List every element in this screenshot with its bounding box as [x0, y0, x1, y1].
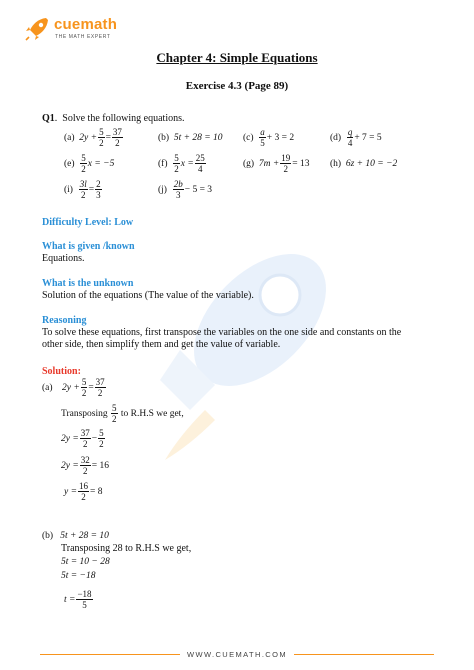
question-text: Solve the following equations.: [62, 113, 185, 124]
footer-url[interactable]: WWW.CUEMATH.COM: [186, 650, 287, 659]
difficulty-level: Difficulty Level: Low: [42, 217, 134, 228]
cuemath-logo: [24, 14, 134, 48]
brand-name: cuemath: [54, 16, 118, 33]
unknown-text: Solution of the equations (The value of the variable).: [42, 290, 254, 301]
solution-b-transpose: Transposing 28 to R.H.S we get,: [61, 543, 192, 554]
reasoning-line-1: To solve these equations, first transpose the variables on the one side and constants on the: [42, 327, 402, 338]
solution-a-step-2: 2y = $\frac{32}{2}$ = 16: [61, 455, 109, 476]
given-text: Equations.: [42, 253, 85, 264]
part-b: (b) 5t + 28 = 10: [158, 133, 223, 143]
rocket-logo-icon: [24, 16, 50, 42]
solution-heading: Solution:: [42, 366, 81, 377]
brand-tagline: THE MATH EXPERT: [55, 34, 111, 40]
question-heading: Q1. Solve the following equations.: [42, 113, 185, 124]
solution-b-step-1: 5t = 10 − 28: [61, 557, 110, 567]
solution-a-transpose: Transposing 5 2 to R.H.S we get,: [61, 403, 184, 424]
unknown-heading: What is the unknown: [42, 278, 134, 289]
page-title: Chapter 4: Simple Equations: [156, 50, 318, 65]
footer-divider-right: [294, 654, 434, 655]
part-h: (h) 6z + 10 = −2: [330, 159, 398, 169]
solution-b-step-3: t = $\frac{-18}{5}$: [64, 589, 92, 610]
part-f: (f) 5 2 x = $\frac{25}{4}$: [158, 153, 205, 174]
part-i: (i) $\frac{3l}{2}$ = $\frac{2}{3}$: [64, 179, 101, 200]
question-number: Q1: [42, 113, 55, 124]
given-heading: What is given /known: [42, 241, 135, 252]
reasoning-heading: Reasoning: [42, 315, 87, 326]
part-e: (e) 5 2 x = −5: [64, 153, 115, 174]
solution-b-equation: (b) 5t + 28 = 10: [42, 531, 109, 541]
reasoning-line-2: other side, then simplify them and get the value of variable.: [42, 339, 281, 350]
exercise-subtitle: Exercise 4.3 (Page 89): [185, 80, 289, 92]
solution-a-equation: (a) 2y + $\frac{5}{2}$ = $\frac{37}{2}$: [42, 377, 105, 398]
part-j: (j) 2b 3 − 5 = 3: [158, 179, 213, 200]
part-a: (a) 2y + $\frac{5}{2}$ = $\frac{37}{2}$: [64, 127, 122, 148]
part-c: (c) a 5 + 3 = 2: [243, 127, 295, 148]
solution-b-step-2: 5t = −18: [61, 571, 96, 581]
part-d: (d) q 4 + 7 = 5: [330, 127, 382, 148]
part-g: (g) 7m + $\frac{19}{2}$ = 13: [243, 153, 310, 174]
solution-a-step-1: 2y = $\frac{37}{2}$ − $\frac{5}{2}$: [61, 428, 104, 449]
solution-a-step-3: y = $\frac{16}{2}$ = 8: [64, 481, 103, 502]
